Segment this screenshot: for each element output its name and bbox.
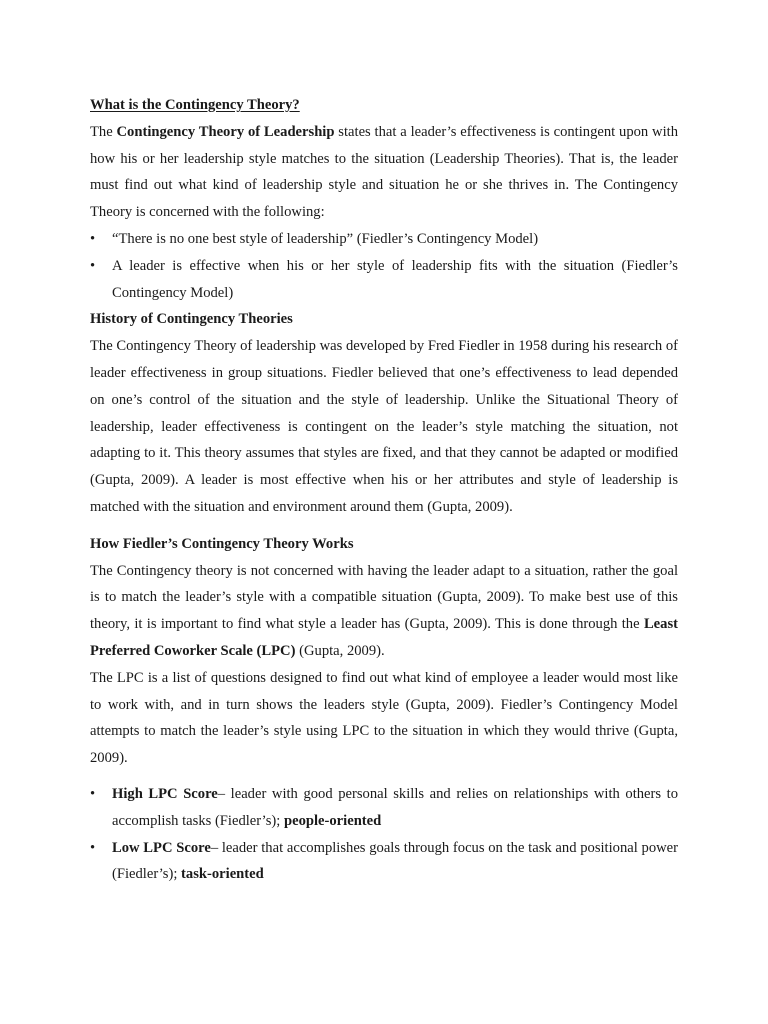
list-item: • High LPC Score– leader with good personal skills and relies on relationships with others to accomplish tasks (Fiedler’s); people-oriented <box>90 781 678 835</box>
bullet-icon: • <box>90 839 96 856</box>
spacer <box>90 521 678 531</box>
bullet-icon: • <box>90 785 96 802</box>
paragraph-contingency-intro: The Contingency Theory of Leadership states that a leader’s effectiveness is contingent upon with how his or her leadership style matches to the situation (Leadership Theories). That is, the leader must find out what kind of leadership style and situation he or she thrives in. The Contingency Theory is concerned with the following: <box>90 123 678 221</box>
bullet-icon: • <box>90 257 96 274</box>
spacer <box>90 772 678 781</box>
document-page <box>90 92 678 888</box>
paragraph-how-it-works: The Contingency theory is not concerned with having the leader adapt to a situation, rather the goal is to match the leader’s style with a compatible situation (Gupta, 2009). To make best use of this theory, it is important to find what style a leader has (Gupta, 2009). This is done through the Least Preferred Coworker Scale (LPC) (Gupta, 2009). <box>90 562 678 659</box>
list-item: • A leader is effective when his or her style of leadership fits with the situation (Fiedler’s Contingency Model) <box>90 253 678 307</box>
paragraph-history: The Contingency Theory of leadership was developed by Fred Fiedler in 1958 during his research of leader effectiveness in group situations. Fiedler believed that one’s effectiveness to lead depended on one’s control of the situation and the style of leadership. Unlike the Situational Theory of leadership, leader effectiveness is contingent on the leader’s style matching the situation, not adapting to it. This theory assumes that styles are fixed, and that they cannot be adapted or modified (Gupta, 2009). A leader is most effective when his or her attributes and style of leadership is matched with the situation and environment around them (Gupta, 2009). <box>90 338 678 515</box>
list-item: • Low LPC Score– leader that accomplishes goals through focus on the task and positional power (Fiedler’s); task-oriented <box>90 835 678 889</box>
section-heading-contingency-theory: What is the Contingency Theory? <box>90 97 300 113</box>
list-item: • “There is no one best style of leadership” (Fiedler’s Contingency Model) <box>90 226 678 253</box>
section-heading-history: History of Contingency Theories <box>90 311 293 328</box>
contingency-bullet-list <box>90 226 678 306</box>
lpc-bullet-list <box>90 781 678 888</box>
section-heading-how-it-works: How Fiedler’s Contingency Theory Works <box>90 535 354 552</box>
bullet-icon: • <box>90 230 96 247</box>
paragraph-lpc: The LPC is a list of questions designed to find out what kind of employee a leader would most like to work with, and in turn shows the leaders style (Gupta, 2009). Fiedler’s Contingency Model attempts to match the leader’s style using LPC to the situation in which they would thrive (Gupta, 2009). <box>90 669 678 767</box>
